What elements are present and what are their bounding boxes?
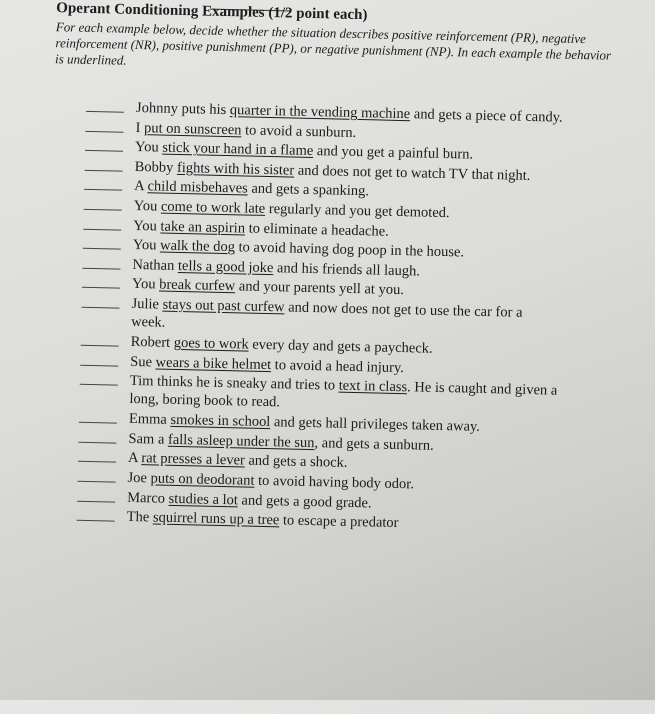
item-text: to escape a predator — [279, 512, 399, 532]
item-text: The — [126, 509, 154, 526]
worksheet-title: Operant Conditioning Examples (1/2 point each) — [56, 0, 368, 24]
item-text: and gets a good grade. — [237, 491, 372, 512]
answer-blank[interactable] — [78, 481, 116, 483]
item-text: A — [134, 178, 148, 195]
underlined-behavior: falls asleep under the sun — [167, 431, 315, 451]
answer-blank[interactable] — [83, 228, 121, 230]
answer-blank[interactable] — [77, 500, 115, 502]
item-text: A — [127, 450, 142, 467]
answer-blank[interactable] — [77, 520, 115, 522]
item-text: Nathan — [132, 256, 179, 274]
item-text: Joe — [127, 469, 151, 487]
item-text: You — [131, 276, 160, 293]
underlined-behavior: text in class — [338, 377, 408, 396]
underlined-behavior: smokes in school — [170, 412, 271, 431]
item-text: You — [133, 197, 162, 215]
underlined-behavior: stick your hand in a flame — [162, 139, 314, 160]
answer-blank[interactable] — [79, 422, 117, 424]
answer-blank[interactable] — [80, 384, 118, 386]
answer-blank[interactable] — [85, 170, 123, 172]
underlined-behavior: puts on deodorant — [150, 470, 255, 489]
item-text: to avoid a sunburn. — [241, 121, 357, 141]
answer-blank[interactable] — [84, 209, 122, 211]
underlined-behavior: goes to work — [173, 334, 249, 353]
item-text: every day and gets a paycheck. — [248, 336, 433, 357]
item-text: and his friends all laugh. — [273, 259, 421, 280]
item-text: to avoid a head injury. — [270, 356, 405, 376]
item-text-continued: long, boring book to read. — [129, 391, 281, 411]
item-text: I — [135, 119, 145, 136]
item-text: Sam a — [128, 430, 169, 448]
underlined-behavior: stays out past curfew — [162, 296, 285, 316]
underlined-behavior: wears a bike helmet — [155, 354, 272, 373]
answer-blank[interactable] — [82, 287, 120, 289]
item-text: and your parents yell at you. — [235, 278, 405, 299]
answer-blank[interactable] — [80, 364, 118, 366]
item-text: Julie — [131, 295, 163, 313]
underlined-behavior: child misbehaves — [147, 178, 248, 197]
answer-blank[interactable] — [81, 307, 119, 309]
underlined-behavior: come to work late — [160, 198, 266, 217]
answer-blank[interactable] — [81, 345, 119, 347]
underlined-behavior: break curfew — [158, 276, 236, 295]
item-text: Sue — [130, 353, 156, 371]
underlined-behavior: quarter in the vending machine — [229, 102, 411, 123]
underlined-behavior: walk the dog — [159, 237, 236, 256]
item-text: regularly and you get demoted. — [265, 200, 450, 222]
underlined-behavior: put on sunscreen — [143, 119, 242, 138]
answer-blank[interactable] — [82, 268, 120, 270]
answer-blank[interactable] — [85, 130, 123, 132]
answer-blank[interactable] — [84, 189, 122, 191]
item-text: and gets a spanking. — [247, 180, 370, 200]
instructions: For each example below, decide whether the situation describes positive reinforcement (PR), negative reinforcement (NR), positive punishment (PP), or negative punishment (NP). In each example the behavior is underlined. — [54, 19, 612, 68]
item-text: Tim thinks he is sneaky and tries to — [129, 373, 339, 394]
underlined-behavior: take an aspirin — [160, 218, 246, 237]
underlined-behavior: squirrel runs up a tree — [152, 509, 280, 529]
answer-blank[interactable] — [83, 248, 121, 250]
item-text: Bobby — [134, 158, 178, 176]
item-text: to avoid having dog poop in the house. — [234, 239, 465, 261]
underlined-behavior: studies a lot — [168, 490, 239, 508]
item-text: and gets a piece of candy. — [410, 106, 563, 126]
answer-blank[interactable] — [86, 111, 124, 113]
item-text: . He is caught and given a — [406, 379, 558, 399]
item-text: and does not get to watch TV that night. — [293, 162, 531, 184]
underlined-behavior: tells a good joke — [177, 257, 274, 276]
item-text: Robert — [130, 333, 174, 351]
item-text: to avoid having body odor. — [254, 472, 415, 493]
item-text: Emma — [128, 411, 171, 429]
underlined-behavior: fights with his sister — [176, 159, 295, 179]
item-text: and you get a painful burn. — [313, 143, 474, 163]
answer-blank[interactable] — [78, 442, 116, 444]
item-text: and gets a shock. — [244, 452, 348, 472]
item-text: You — [132, 237, 161, 254]
item-text: and gets hall privileges taken away. — [270, 414, 481, 436]
item-text: You — [134, 139, 163, 156]
item-text: You — [133, 217, 161, 235]
item-text-continued: week. — [130, 313, 166, 331]
item-text: Marco — [127, 489, 169, 507]
item-text: and now does not get to use the car for a — [284, 299, 523, 321]
underlined-behavior: rat presses a lever — [141, 450, 245, 469]
item-text: to eliminate a headache. — [244, 220, 389, 240]
item-text: Johnny puts his — [135, 99, 231, 119]
answer-blank[interactable] — [85, 150, 123, 152]
item-text: , and gets a sunburn. — [314, 434, 434, 454]
answer-blank[interactable] — [78, 461, 116, 463]
